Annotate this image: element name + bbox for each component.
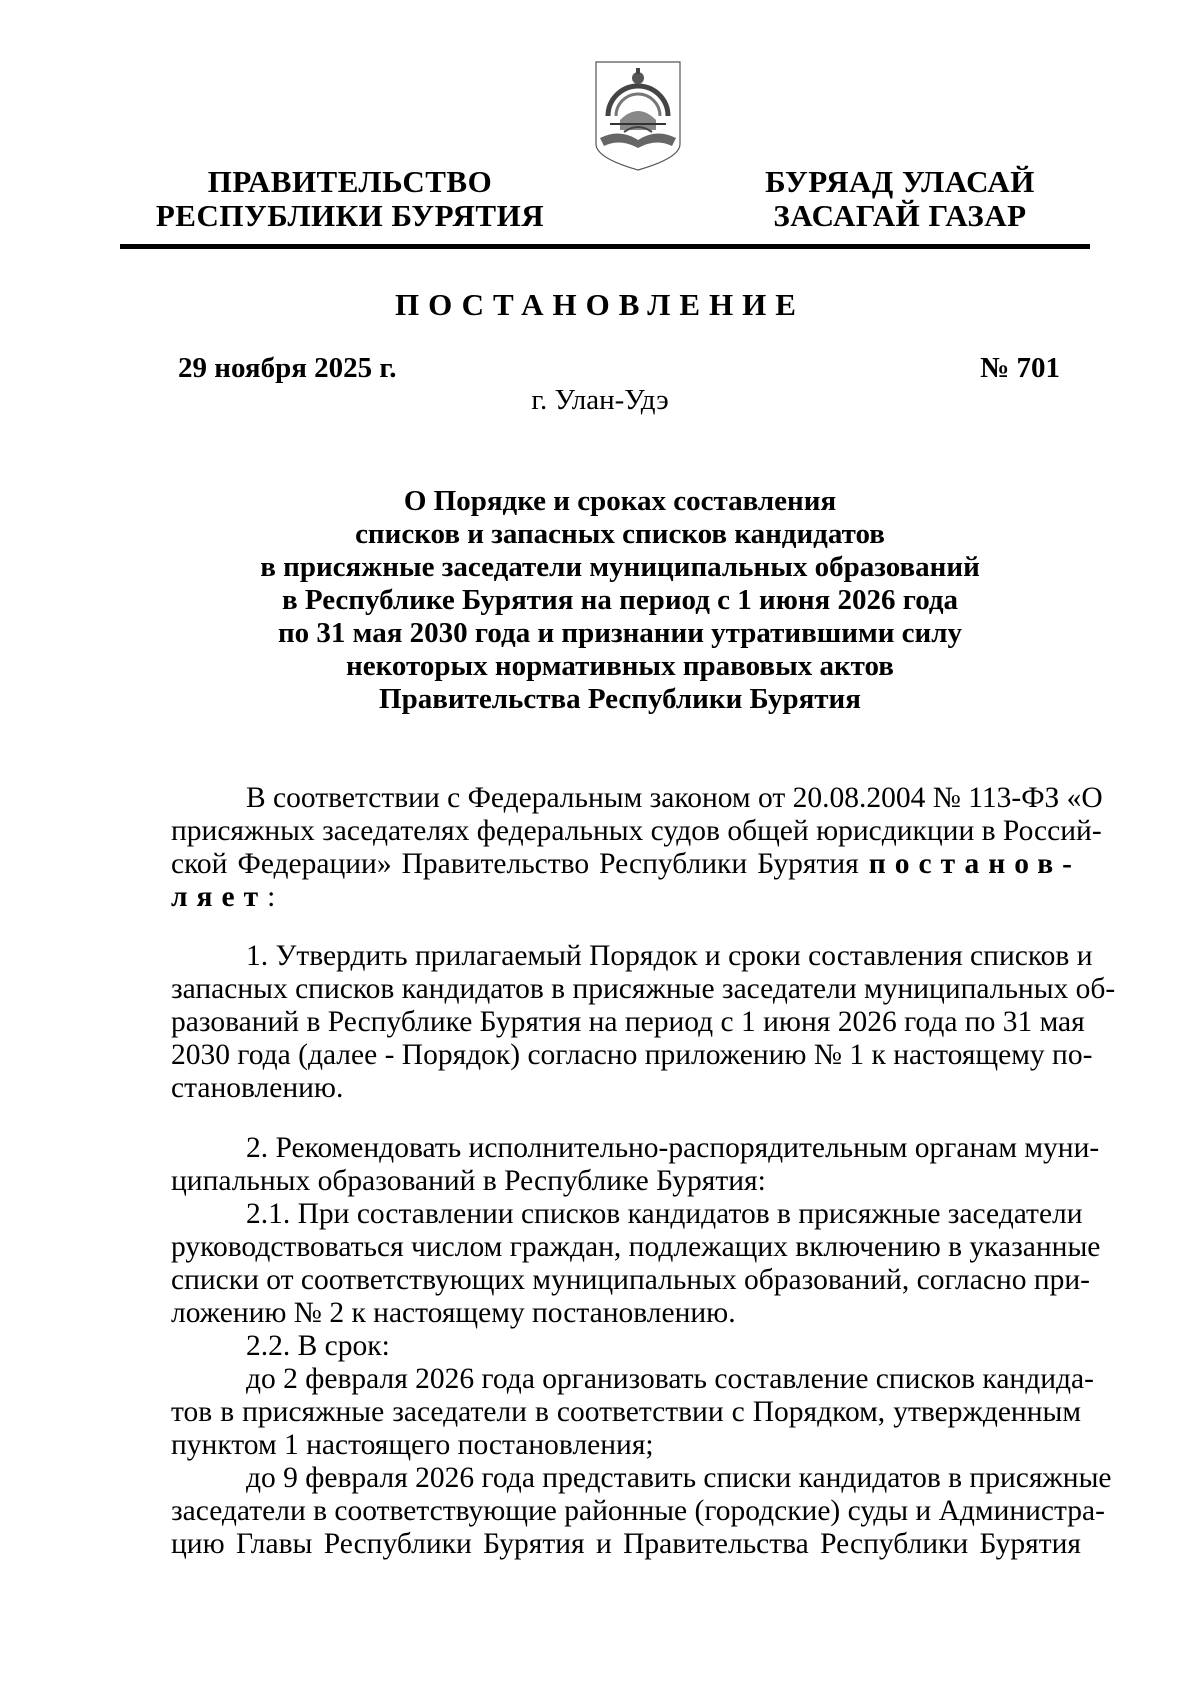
paragraph-line: до 9 февраля 2026 года представить списки кандидатов в присяжные bbox=[246, 1462, 1112, 1494]
title-line: списков и запасных списков кандидатов bbox=[355, 518, 885, 550]
preamble-line: В соответствии с Федеральным законом от 20.08.2004 № 113-ФЗ «О bbox=[246, 782, 1103, 814]
paragraph-line: запасных списков кандидатов в присяжные заседатели муниципальных об- bbox=[171, 973, 1116, 1005]
paragraph-line: 2.2. В срок: bbox=[246, 1330, 390, 1362]
document-title bbox=[180, 485, 1060, 716]
preamble-line: присяжных заседателях федеральных судов общей юрисдикции в Россий- bbox=[171, 815, 1102, 847]
document-number: № 701 bbox=[980, 352, 1060, 384]
paragraph-line: 1. Утвердить прилагаемый Порядок и сроки составления списков и bbox=[246, 940, 1093, 972]
paragraph-1 bbox=[171, 940, 1116, 1105]
coat-of-arms-icon bbox=[590, 58, 686, 176]
header-left-line2: РЕСПУБЛИКИ БУРЯТИЯ bbox=[155, 198, 545, 233]
paragraph-line: пунктом 1 настоящего постановления; bbox=[171, 1429, 654, 1461]
paragraph-line: 2030 года (далее - Порядок) согласно приложению № 1 к настоящему по- bbox=[171, 1039, 1093, 1071]
title-line: некоторых нормативных правовых актов bbox=[346, 650, 894, 682]
title-line: О Порядке и сроках составления bbox=[403, 485, 837, 517]
document-city: г. Улан-Удэ bbox=[531, 384, 669, 416]
preamble-line bbox=[171, 881, 1081, 914]
paragraph-line: становлению. bbox=[171, 1072, 344, 1104]
title-line: Правительства Республики Бурятия bbox=[379, 683, 861, 715]
paragraph-line: заседатели в соответствующие районные (городские) суды и Администра- bbox=[171, 1495, 1105, 1527]
paragraph-line: разований в Республике Бурятия на период с 1 июня 2026 года по 31 мая bbox=[171, 1006, 1085, 1038]
document-type: ПОСТАНОВЛЕНИЕ bbox=[395, 287, 805, 322]
enacting-colon: : bbox=[267, 881, 276, 913]
paragraph-line: 2. Рекомендовать исполнительно-распорядительным органам муни- bbox=[246, 1132, 1100, 1164]
paragraph-2 bbox=[171, 1132, 1112, 1561]
enacting-word-part2: ляет bbox=[171, 881, 268, 913]
preamble-paragraph bbox=[171, 782, 1103, 914]
government-name-buryat bbox=[720, 165, 1080, 233]
document-date: 29 ноября 2025 г. bbox=[178, 352, 397, 384]
paragraph-line: списки от соответствующих муниципальных образований, согласно при- bbox=[171, 1264, 1091, 1296]
paragraph-line: 2.1. При составлении списков кандидатов в присяжные заседатели bbox=[246, 1198, 1083, 1230]
paragraph-line: тов в присяжные заседатели в соответствии с Порядком, утвержденным bbox=[171, 1396, 1081, 1428]
title-line: в Республике Бурятия на период с 1 июня 2026 года bbox=[281, 584, 959, 616]
paragraph-line: до 2 февраля 2026 года организовать составление списков кандида- bbox=[246, 1363, 1094, 1395]
header-right-line1: БУРЯАД УЛАСАЙ bbox=[765, 164, 1035, 199]
paragraph-line: ципальных образований в Республике Бурятия: bbox=[171, 1165, 766, 1197]
preamble-line3-text: ской Федерации» Правительство Республики Бурятия bbox=[171, 848, 869, 880]
header-right-line2: ЗАСАГАЙ ГАЗАР bbox=[773, 198, 1027, 233]
paragraph-line: цию Главы Республики Бурятия и Правительства Республики Бурятия bbox=[171, 1528, 1081, 1560]
title-line: в присяжные заседатели муниципальных образований bbox=[260, 551, 980, 583]
enacting-word-part1: постанов- bbox=[868, 848, 1081, 880]
government-name-russian bbox=[120, 165, 580, 233]
paragraph-line: руководствоваться числом граждан, подлежащих включению в указанные bbox=[171, 1231, 1101, 1263]
title-line: по 31 мая 2030 года и признании утратившими силу bbox=[277, 617, 963, 649]
header-divider bbox=[120, 244, 1090, 249]
preamble-line bbox=[171, 848, 1081, 881]
header-left-line1: ПРАВИТЕЛЬСТВО bbox=[207, 164, 493, 199]
paragraph-line: ложению № 2 к настоящему постановлению. bbox=[171, 1297, 736, 1329]
